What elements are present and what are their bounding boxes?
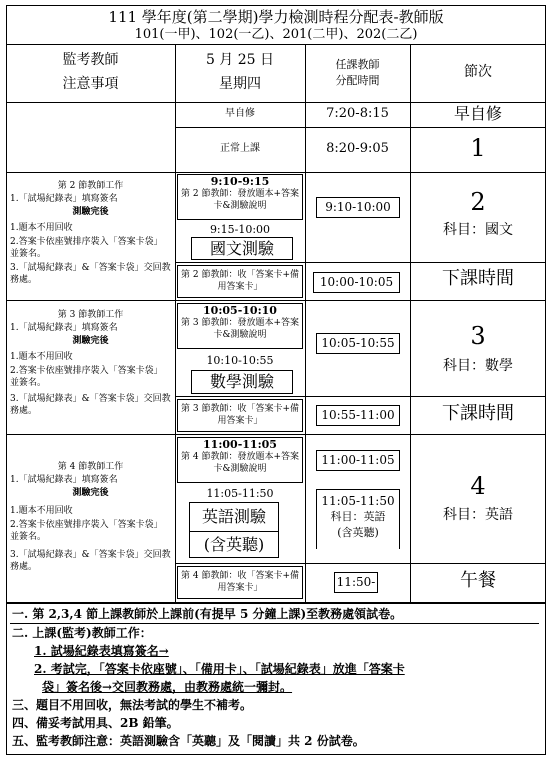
divider bbox=[6, 434, 546, 435]
p3-teacher-time: 10:05-10:55 bbox=[316, 333, 400, 354]
p4-assist-time: 11:05-11:50 bbox=[321, 494, 395, 508]
page-subtitle: 101(一甲)、102(一乙)、201(二甲)、202(二乙) bbox=[134, 27, 418, 42]
regular-class-label: 正常上課 bbox=[220, 143, 260, 154]
divider bbox=[175, 44, 176, 602]
p2-distribute-box bbox=[177, 174, 303, 220]
divider bbox=[175, 396, 546, 397]
p4-period-number: 4 bbox=[470, 472, 486, 500]
header-teacher-time-line2: 分配時間 bbox=[335, 74, 380, 87]
p3-collect-box bbox=[177, 399, 303, 432]
p3-break-label: 下課時間 bbox=[442, 403, 514, 424]
p4-distribute-task: 第 4 節教師：發放題本+答案卡&測驗說明 bbox=[181, 452, 299, 475]
p4-assist-box bbox=[316, 489, 400, 549]
p2-teacher-time: 9:10-10:00 bbox=[316, 197, 400, 218]
p4-duty-note1: 1.題本不用回收 bbox=[10, 506, 73, 516]
divider bbox=[6, 172, 546, 173]
p4-exam-subject-line2: (含英聽) bbox=[190, 531, 278, 558]
p4-subject: 科目：英語 bbox=[443, 507, 513, 523]
p3-exam-time: 10:10-10:55 bbox=[206, 354, 274, 367]
divider bbox=[305, 44, 306, 602]
morning-study-label: 早自修 bbox=[225, 108, 255, 119]
p2-duty-note3: 3.「試場紀錄表」&「答案卡袋」交回教務處。 bbox=[10, 263, 171, 285]
note-2-2-cont: 袋」簽名後→交回教務處，由教務處統一彌封。 bbox=[42, 680, 293, 694]
p3-period-number: 3 bbox=[470, 322, 486, 350]
p2-exam-subject: 國文測驗 bbox=[191, 237, 293, 260]
header-date: 5 月 25 日 bbox=[205, 52, 275, 68]
p3-distribute-task: 第 3 節教師：發放題本+答案卡&測驗說明 bbox=[181, 318, 299, 341]
p3-duty-step1: 1.「試場紀錄表」填寫簽名 bbox=[10, 323, 118, 333]
regular-class-period: 1 bbox=[470, 134, 486, 162]
p2-distribute-task: 第 2 節教師：發放題本+答案卡&測驗說明 bbox=[181, 189, 299, 212]
p4-duty-note2: 2.答案卡依座號排序裝入「答案卡袋」並簽名。 bbox=[10, 520, 163, 542]
morning-study-time: 7:20-8:15 bbox=[326, 106, 389, 121]
note-2: 二. 上課(監考)教師工作： bbox=[12, 626, 152, 640]
p4-lunch-time: 11:50- bbox=[334, 572, 378, 593]
p4-lunch-label: 午餐 bbox=[460, 570, 496, 591]
note-2-2: 2. 考試完，「答案卡依座號」、「備用卡」、「試場紀錄表」放進「答案卡 bbox=[34, 662, 405, 676]
divider bbox=[175, 262, 546, 263]
p2-duty-check: 測驗完後 bbox=[72, 207, 109, 217]
note-5: 五、監考教師注意：英語測驗含「英聽」及「閱讀」共 2 份試卷。 bbox=[12, 734, 365, 748]
p4-distribute-time: 11:00-11:05 bbox=[203, 438, 277, 451]
p4-duty-check: 測驗完後 bbox=[72, 488, 109, 498]
p2-duty-title: 第 2 節教師工作 bbox=[57, 181, 124, 191]
p4-collect-box bbox=[177, 566, 303, 599]
divider bbox=[6, 602, 546, 604]
p4-exam-subject-box bbox=[189, 502, 279, 558]
header-invigilator-line1: 監考教師 bbox=[62, 52, 119, 68]
p2-duty-note1: 1.題本不用回收 bbox=[10, 223, 73, 233]
header-weekday: 星期四 bbox=[219, 76, 261, 92]
p4-duty-title: 第 4 節教師工作 bbox=[57, 462, 124, 472]
note-4: 四、備妥考試用具、2B 鉛筆。 bbox=[12, 716, 179, 730]
p3-duty-check: 測驗完後 bbox=[72, 336, 109, 346]
regular-class-time: 8:20-9:05 bbox=[326, 141, 389, 156]
p3-duty-note2: 2.答案卡依座號排序裝入「答案卡袋」並簽名。 bbox=[10, 366, 163, 388]
p2-collect-box bbox=[177, 265, 303, 298]
divider bbox=[175, 563, 546, 564]
divider bbox=[175, 127, 546, 128]
divider bbox=[6, 44, 546, 45]
p2-duty-step1: 1.「試場紀錄表」填寫簽名 bbox=[10, 194, 118, 204]
p2-distribute-time: 9:10-9:15 bbox=[210, 175, 270, 188]
header-period: 節次 bbox=[464, 64, 492, 80]
p4-assist-note: (含英聽) bbox=[337, 526, 379, 539]
p2-subject: 科目：國文 bbox=[443, 222, 513, 238]
morning-study-period: 早自修 bbox=[453, 104, 502, 123]
p2-period-number: 2 bbox=[470, 188, 486, 216]
p4-distribute-box bbox=[177, 437, 303, 483]
divider bbox=[6, 300, 546, 301]
header-invigilator-line2: 注意事項 bbox=[62, 76, 119, 92]
p4-teacher-time: 11:00-11:05 bbox=[316, 450, 400, 471]
p3-distribute-box bbox=[177, 303, 303, 349]
p4-exam-time: 11:05-11:50 bbox=[206, 487, 274, 500]
p4-assist-subject: 科目：英語 bbox=[330, 510, 386, 523]
note-3: 三、題目不用回收，無法考試的學生不補考。 bbox=[12, 698, 253, 712]
p3-subject: 科目：數學 bbox=[443, 358, 513, 374]
p4-duty-step1: 1.「試場紀錄表」填寫簽名 bbox=[10, 475, 118, 485]
p3-exam-subject: 數學測驗 bbox=[191, 370, 293, 394]
p2-exam-time: 9:15-10:00 bbox=[209, 223, 271, 236]
p3-break-time: 10:55-11:00 bbox=[316, 405, 400, 426]
note-2-1: 1. 試場紀錄表填寫簽名→ bbox=[34, 644, 169, 658]
p3-duty-note1: 1.題本不用回收 bbox=[10, 352, 73, 362]
note-1-underline bbox=[10, 623, 539, 624]
p4-exam-subject-line1: 英語測驗 bbox=[201, 507, 266, 526]
p3-distribute-time: 10:05-10:10 bbox=[203, 304, 277, 317]
p3-duty-title: 第 3 節教師工作 bbox=[57, 310, 124, 320]
p4-duty-note3: 3.「試場紀錄表」&「答案卡袋」交回教務處。 bbox=[10, 550, 171, 572]
p2-collect-task: 第 2 節教師：收「答案卡+備用答案卡」 bbox=[181, 270, 299, 292]
page-title: 111 學年度(第二學期)學力檢測時程分配表-教師版 bbox=[108, 8, 444, 26]
header-teacher-time-line1: 任課教師 bbox=[335, 58, 380, 71]
p3-duty-note3: 3.「試場紀錄表」&「答案卡袋」交回教務處。 bbox=[10, 394, 171, 416]
p3-collect-task: 第 3 節教師：收「答案卡+備用答案卡」 bbox=[181, 404, 299, 426]
p4-collect-task: 第 4 節教師：收「答案卡+備用答案卡」 bbox=[181, 571, 299, 593]
p2-break-time: 10:00-10:05 bbox=[313, 272, 400, 293]
note-1: 一. 第 2,3,4 節上課教師於上課前(有提早 5 分鐘上課)至教務處領試卷。 bbox=[12, 607, 403, 621]
p2-duty-note2: 2.答案卡依座號排序裝入「答案卡袋」並簽名。 bbox=[10, 237, 163, 259]
divider bbox=[6, 102, 546, 103]
p2-break-label: 下課時間 bbox=[442, 268, 514, 289]
